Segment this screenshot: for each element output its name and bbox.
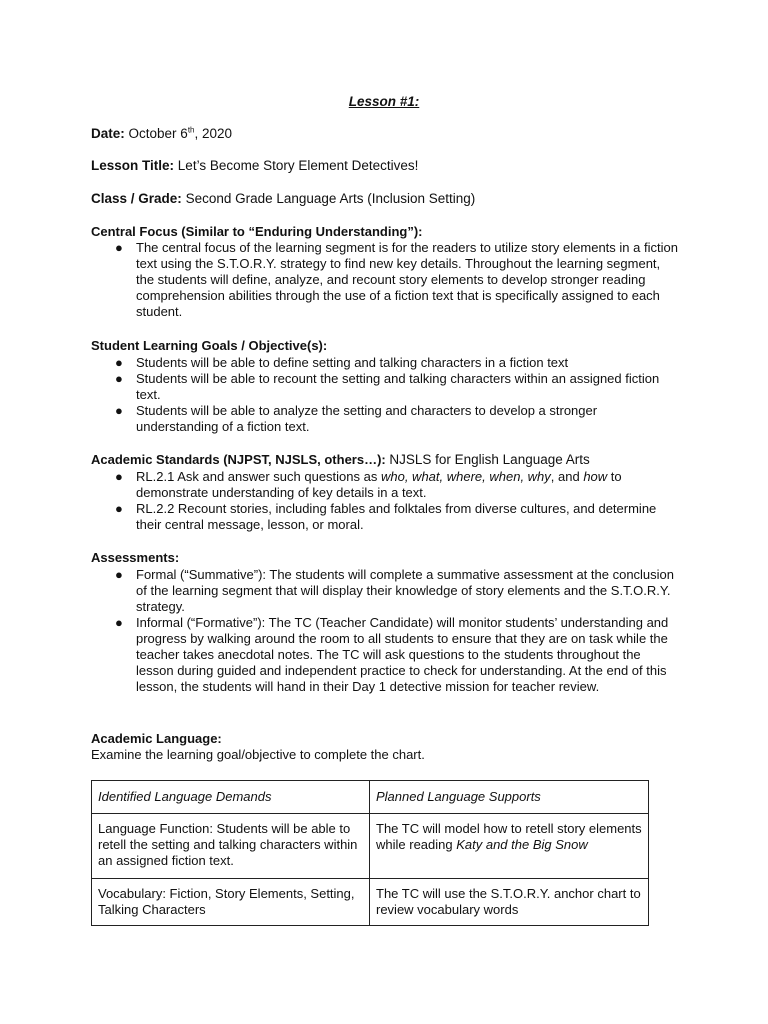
academic-standards-list: [91, 469, 681, 533]
bullet-icon: ●: [115, 469, 123, 484]
assessments-heading: Assessments:: [91, 550, 180, 565]
central-focus-heading: Central Focus (Similar to “Enduring Understanding”):: [91, 224, 423, 239]
bullet-icon: ●: [115, 355, 123, 370]
date-line: [91, 126, 232, 141]
cell-demand: Language Function: Students will be able to retell the setting and talking characters within an assigned fiction text.: [92, 814, 370, 879]
bullet-icon: ●: [115, 615, 123, 630]
table-row: [92, 879, 649, 926]
bullet-icon: ●: [115, 567, 123, 582]
lesson-title-line: [91, 158, 418, 173]
list-item: ● The central focus of the learning segment is for the readers to utilize story elements in a fiction text using the S.T.O.R.Y. strategy to find new key details. Throughout the learning segment, the students will define, analyze, and recount story elements to develop stronger reading comprehension abilities through the use of a fiction text that is specifically assigned to each student.: [115, 240, 678, 319]
list-item: ● RL.2.1 Ask and answer such questions as who, what, where, when, why, and how to demonstrate understanding of key details in a text.: [115, 469, 622, 500]
academic-standards-heading: Academic Standards (NJPST, NJSLS, others…): NJSLS for English Language Arts: [91, 452, 590, 467]
class-grade-label: Class / Grade:: [91, 191, 182, 206]
learning-goals-heading: Student Learning Goals / Objective(s):: [91, 338, 328, 353]
table-header-row: [92, 781, 649, 814]
date-value: October 6th, 2020: [128, 125, 233, 141]
central-focus-list: [91, 240, 681, 320]
bullet-icon: ●: [115, 371, 123, 386]
learning-goals-list: [91, 355, 681, 435]
assessments-list: [91, 567, 681, 695]
bullet-icon: ●: [115, 501, 123, 516]
list-item: ● RL.2.2 Recount stories, including fables and folktales from diverse cultures, and determine their central message, lesson, or moral.: [115, 501, 657, 532]
bullet-icon: ●: [115, 403, 123, 418]
lesson-title-label: Lesson Title:: [91, 158, 175, 173]
academic-language-instruction: Examine the learning goal/objective to complete the chart.: [91, 747, 425, 762]
header-supports: Planned Language Supports: [370, 781, 649, 814]
standards-heading-value: NJSLS for English Language Arts: [389, 452, 590, 467]
header-demands: Identified Language Demands: [92, 781, 370, 814]
lesson-title-value: Let’s Become Story Element Detectives!: [177, 158, 419, 173]
cell-support: The TC will use the S.T.O.R.Y. anchor chart to review vocabulary words: [370, 879, 649, 926]
list-item: ● Students will be able to define setting and talking characters in a fiction text: [115, 355, 569, 370]
cell-support: The TC will model how to retell story elements while reading Katy and the Big Snow: [370, 814, 649, 879]
list-item: ● Students will be able to recount the setting and talking characters within an assigned fiction text.: [115, 371, 660, 402]
table-row: [92, 814, 649, 879]
bullet-icon: ●: [115, 240, 123, 255]
academic-language-heading: Academic Language:: [91, 731, 222, 746]
class-grade-line: [91, 191, 475, 206]
date-label: Date:: [91, 126, 125, 141]
lesson-title-heading: Lesson #1:: [348, 94, 420, 109]
list-item: ● Informal (“Formative”): The TC (Teacher Candidate) will monitor students’ understanding and progress by walking around the room to all students to ensure that they are on task while the teacher takes anecdotal notes. The TC will ask questions to the students throughout the lesson during guided and independent practice to check for understanding. At the end of this lesson, the students will hand in their Day 1 detective mission for teacher review.: [115, 615, 669, 694]
list-item: ● Formal (“Summative”): The students will complete a summative assessment at the conclusion of the learning segment that will display their knowledge of story elements and the S.T.O.R.Y. strategy.: [115, 567, 675, 614]
language-chart-table: [91, 780, 649, 926]
cell-demand: Vocabulary: Fiction, Story Elements, Setting, Talking Characters: [92, 879, 370, 926]
class-grade-value: Second Grade Language Arts (Inclusion Setting): [185, 191, 476, 206]
list-item: ● Students will be able to analyze the setting and characters to develop a stronger understanding of a fiction text.: [115, 403, 598, 434]
